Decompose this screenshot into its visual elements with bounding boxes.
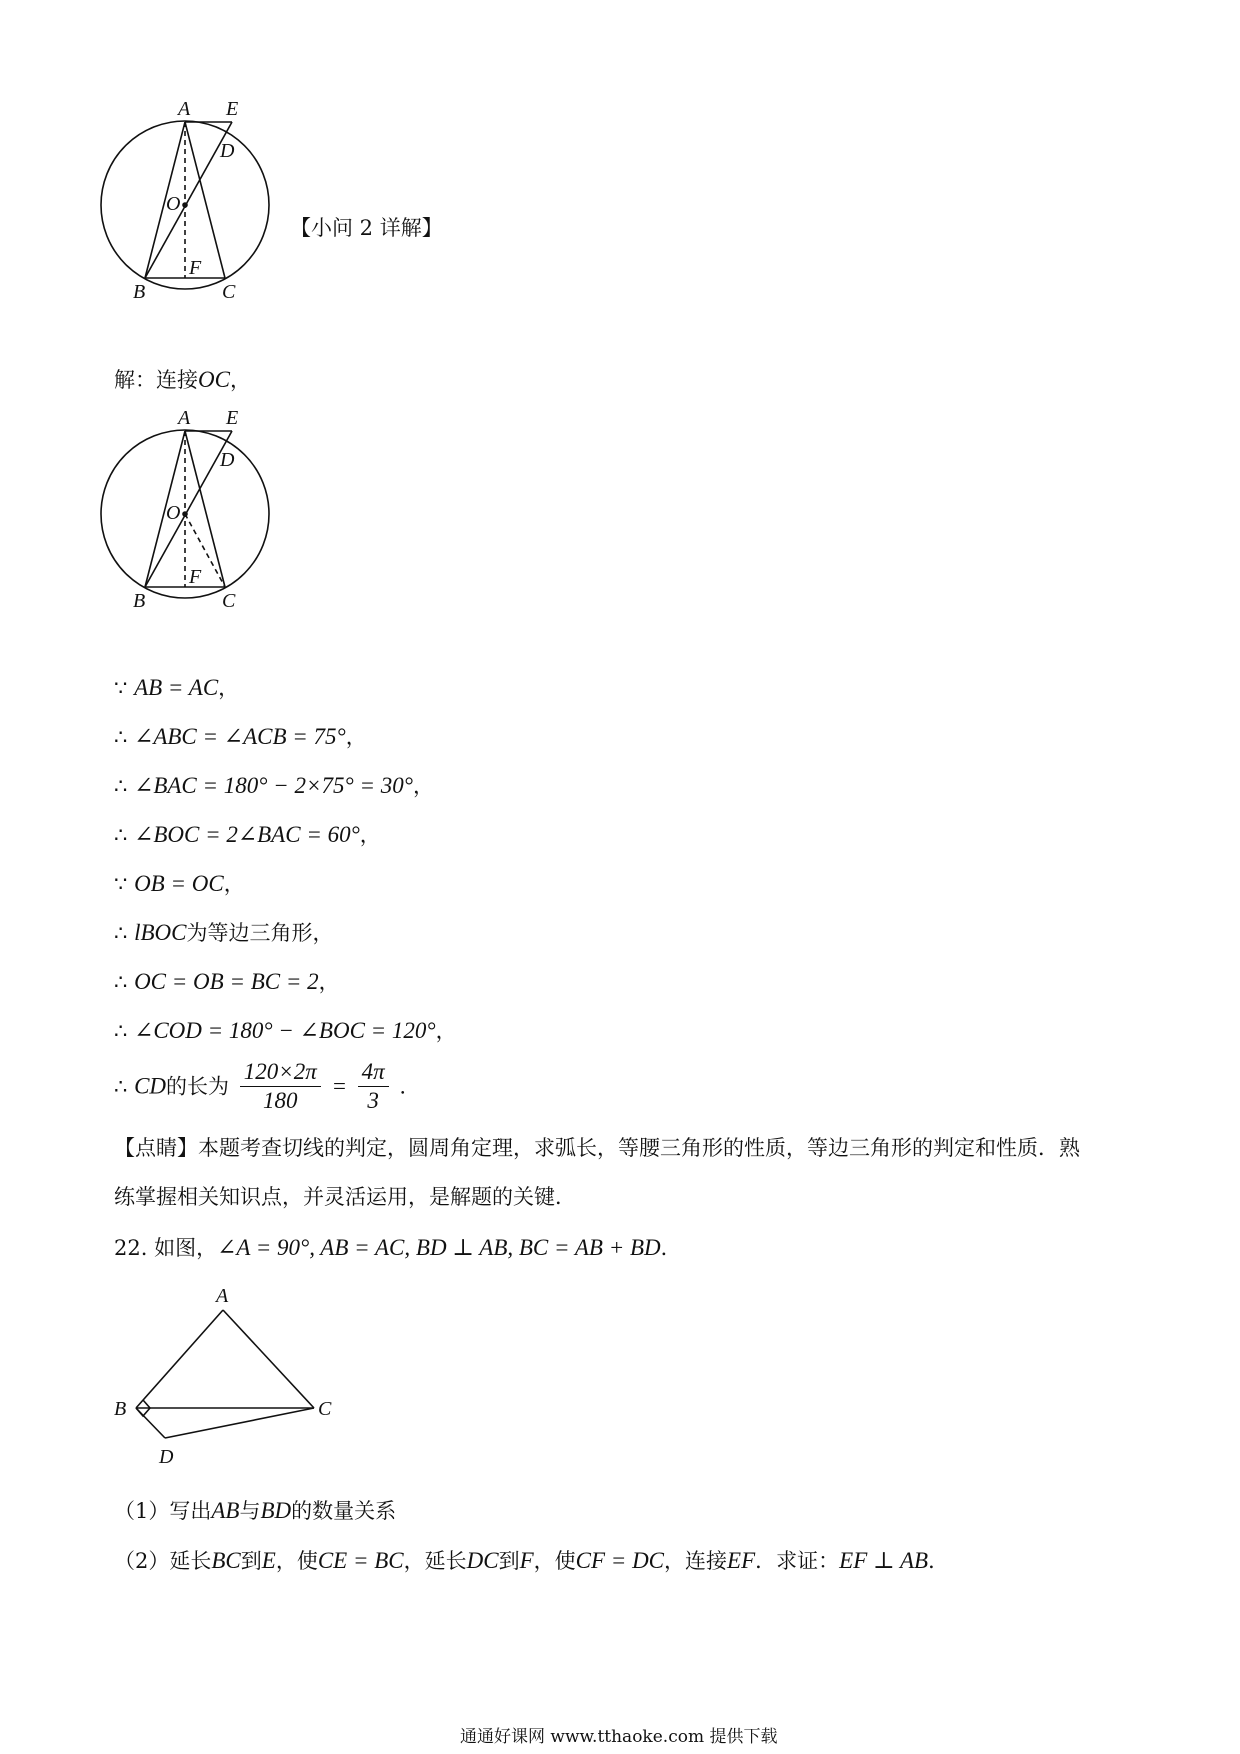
subquestion-heading: 【小问 2 详解】 — [290, 216, 443, 240]
label-b: B — [114, 1398, 127, 1420]
step-6: ∴ lBOC为等边三角形， — [114, 920, 334, 945]
problem-22-statement: 22. 如图，∠A = 90°, AB = AC, BD ⊥ AB, BC = AB + BD． — [114, 1235, 682, 1260]
label-e: E — [226, 407, 239, 429]
label-d: D — [220, 140, 235, 162]
fraction-1: $\frac{120\times 2\pi}{180}$ — [240, 1058, 321, 1115]
arc-length-step: ∴ CD的长为 $\frac{120\times 2\pi}{180}$ = $\frac{4\pi}{3}$ . — [114, 1059, 407, 1113]
circle-figure-2 — [100, 404, 310, 654]
step-8: ∴ ∠COD = 180° − ∠BOC = 120°， — [114, 1018, 457, 1043]
comment-line-2: 练掌握相关知识点，并灵活运用，是解题的关键． — [114, 1185, 576, 1209]
solution-intro-text: 解：连接 — [114, 368, 198, 392]
question-1: （1）写出AB与BD的数量关系 — [114, 1498, 397, 1523]
label-f: F — [189, 566, 202, 588]
label-o: O — [166, 502, 181, 524]
arc-cd: CD — [134, 1073, 167, 1099]
solution-intro — [114, 366, 251, 394]
step-7: ∴ OC = OB = BC = 2， — [114, 969, 340, 994]
step-1: ∵ AB = AC， — [114, 675, 240, 700]
page-footer: 通通好课网 www.tthaoke.com 提供下载 — [460, 1727, 778, 1747]
label-a: A — [178, 98, 191, 120]
label-c: C — [222, 281, 236, 303]
label-b: B — [133, 590, 146, 612]
label-e: E — [226, 98, 239, 120]
label-o: O — [166, 193, 181, 215]
question-2: （2）延长BC到E，使CE = BC，延长DC到F，使CF = DC，连接EF．求证：EF ⊥ AB． — [114, 1548, 950, 1573]
comment-line-1: 【点睛】本题考查切线的判定，圆周角定理，求弧长，等腰三角形的性质，等边三角形的判定和性质．熟 — [114, 1136, 1080, 1160]
problem-number: 22. — [114, 1236, 148, 1260]
label-b: B — [133, 281, 146, 303]
step-3: ∴ ∠BAC = 180° − 2×75° = 30°， — [114, 773, 434, 798]
label-d: D — [220, 449, 235, 471]
step-5: ∵ OB = OC， — [114, 871, 245, 896]
label-d: D — [159, 1446, 174, 1468]
label-f: F — [189, 257, 202, 279]
label-c: C — [222, 590, 236, 612]
label-c: C — [318, 1398, 332, 1420]
step-2: ∴ ∠ABC = ∠ACB = 75°， — [114, 724, 367, 749]
step-4: ∴ ∠BOC = 2∠BAC = 60°， — [114, 822, 381, 847]
solution-intro-math: OC — [198, 367, 230, 392]
label-a: A — [216, 1285, 229, 1307]
triangle-figure — [100, 1282, 350, 1472]
fraction-2: $\frac{4\pi}{3}$ — [358, 1058, 389, 1115]
label-a: A — [178, 407, 191, 429]
problem-22-math: ∠A = 90°, AB = AC, BD ⊥ AB, BC = AB + BD — [217, 1235, 661, 1260]
solution-intro-end: ， — [229, 368, 251, 392]
